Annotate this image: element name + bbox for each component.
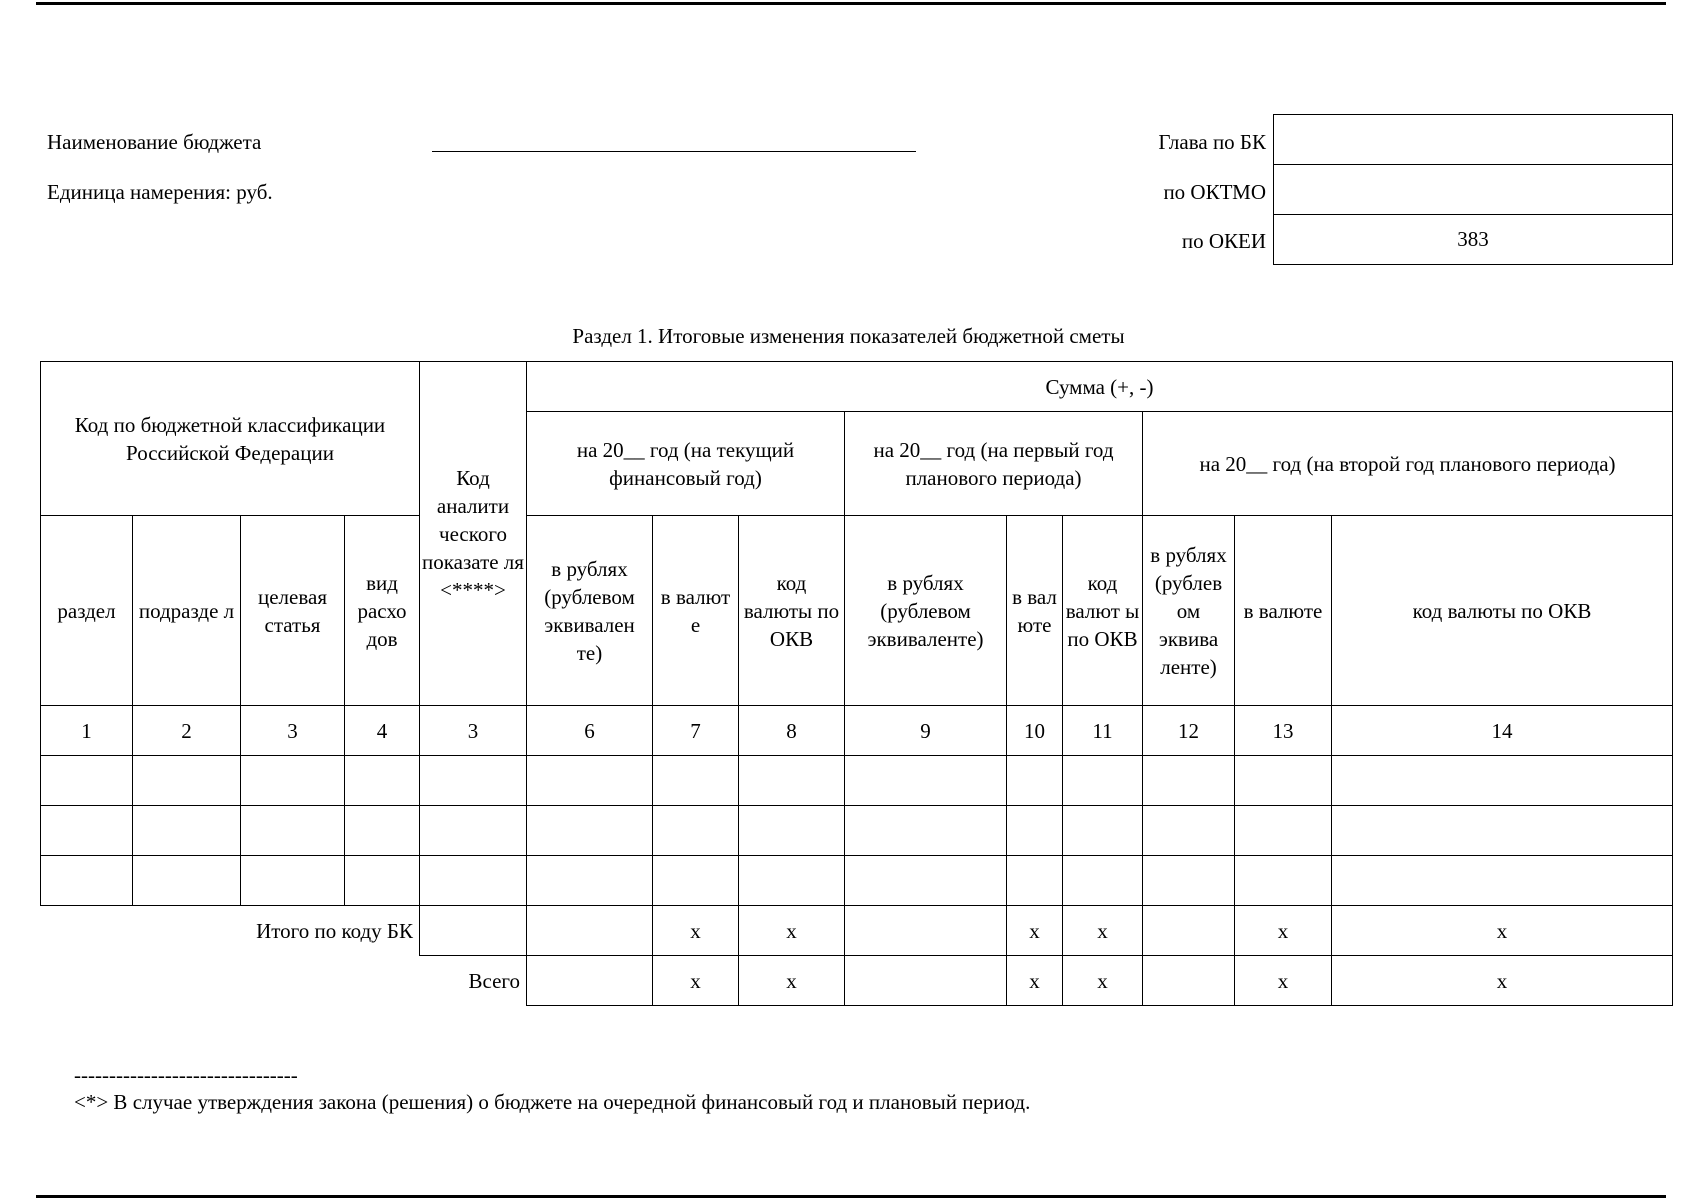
data-cell[interactable] xyxy=(41,756,133,806)
data-cell[interactable] xyxy=(527,856,653,906)
data-cell[interactable] xyxy=(527,756,653,806)
data-cell[interactable] xyxy=(739,756,845,806)
x-mark: x xyxy=(653,906,739,956)
section-title: Раздел 1. Итоговые изменения показателей бюджетной сметы xyxy=(572,324,1125,348)
col-razdel: раздел xyxy=(41,516,133,706)
data-cell[interactable] xyxy=(739,806,845,856)
data-cell[interactable] xyxy=(653,856,739,906)
year-second-header: на 20__ год (на второй год планового периода) xyxy=(1143,412,1673,516)
total-cell[interactable] xyxy=(845,956,1007,1006)
data-cell[interactable] xyxy=(41,806,133,856)
data-cell[interactable] xyxy=(845,806,1007,856)
data-cell[interactable] xyxy=(420,856,527,906)
footnote-separator: -------------------------------- xyxy=(74,1063,298,1087)
x-mark: x xyxy=(1007,906,1063,956)
x-mark: x xyxy=(739,906,845,956)
total-bk-label: Итого по коду БК xyxy=(41,906,420,956)
col-podrazdel: подразде л xyxy=(133,516,241,706)
data-cell[interactable] xyxy=(1332,756,1673,806)
data-cell[interactable] xyxy=(1007,806,1063,856)
col-number: 1 xyxy=(41,706,133,756)
bottom-rule xyxy=(36,1195,1666,1198)
data-cell[interactable] xyxy=(1332,806,1673,856)
col-current-kod: код валюты по ОКВ xyxy=(739,516,845,706)
data-cell[interactable] xyxy=(133,806,241,856)
data-cell[interactable] xyxy=(653,756,739,806)
x-mark: x xyxy=(1332,956,1673,1006)
col-number: 13 xyxy=(1235,706,1332,756)
data-cell[interactable] xyxy=(1063,806,1143,856)
data-cell[interactable] xyxy=(1143,756,1235,806)
footnote-text: <*> В случае утверждения закона (решения) о бюджете на очередной финансовый год и плановый период. xyxy=(74,1090,1031,1114)
year-current-header: на 20__ год (на текущий финансовый год) xyxy=(527,412,845,516)
grand-total-row xyxy=(41,956,1673,1006)
col-number: 2 xyxy=(133,706,241,756)
x-mark: x xyxy=(653,956,739,1006)
x-mark: x xyxy=(1332,906,1673,956)
x-mark: x xyxy=(1235,906,1332,956)
x-mark: x xyxy=(1235,956,1332,1006)
data-cell[interactable] xyxy=(1063,756,1143,806)
col-vid: вид расхо дов xyxy=(345,516,420,706)
col-second-kod: код валюты по ОКВ xyxy=(1332,516,1673,706)
col-number: 11 xyxy=(1063,706,1143,756)
top-rule xyxy=(36,2,1666,5)
col-number: 12 xyxy=(1143,706,1235,756)
total-cell[interactable] xyxy=(1143,906,1235,956)
total-cell[interactable] xyxy=(420,906,527,956)
data-cell[interactable] xyxy=(1235,756,1332,806)
data-cell[interactable] xyxy=(41,856,133,906)
table-row xyxy=(41,856,1673,906)
data-cell[interactable] xyxy=(345,856,420,906)
data-cell[interactable] xyxy=(241,756,345,806)
bk-code-header: Код по бюджетной классификации Российской Федерации xyxy=(41,362,420,516)
col-second-rub: в рублях (рублев ом эквива ленте) xyxy=(1143,516,1235,706)
total-cell[interactable] xyxy=(845,906,1007,956)
total-cell[interactable] xyxy=(1143,956,1235,1006)
col-current-rub: в рублях (рублевом эквивален те) xyxy=(527,516,653,706)
data-cell[interactable] xyxy=(345,806,420,856)
code-value-oktmo[interactable] xyxy=(1274,165,1673,215)
code-value-glava[interactable] xyxy=(1274,115,1673,165)
col-number: 14 xyxy=(1332,706,1673,756)
total-cell[interactable] xyxy=(527,956,653,1006)
data-cell[interactable] xyxy=(527,806,653,856)
col-first-kod: код валют ы по ОКВ xyxy=(1063,516,1143,706)
col-number: 3 xyxy=(420,706,527,756)
data-cell[interactable] xyxy=(1332,856,1673,906)
data-cell[interactable] xyxy=(133,756,241,806)
col-number: 6 xyxy=(527,706,653,756)
col-first-rub: в рублях (рублевом эквиваленте) xyxy=(845,516,1007,706)
year-first-header: на 20__ год (на первый год планового периода) xyxy=(845,412,1143,516)
col-second-val: в валюте xyxy=(1235,516,1332,706)
x-mark: x xyxy=(739,956,845,1006)
data-cell[interactable] xyxy=(1007,756,1063,806)
grand-total-label: Всего xyxy=(41,956,527,1006)
total-bk-row xyxy=(41,906,1673,956)
column-numbers-row xyxy=(41,706,1673,756)
x-mark: x xyxy=(1063,906,1143,956)
data-cell[interactable] xyxy=(241,806,345,856)
data-cell[interactable] xyxy=(653,806,739,856)
sum-header: Сумма (+, -) xyxy=(527,362,1673,412)
total-cell[interactable] xyxy=(527,906,653,956)
x-mark: x xyxy=(1007,956,1063,1006)
data-cell[interactable] xyxy=(1143,806,1235,856)
data-cell[interactable] xyxy=(133,856,241,906)
x-mark: x xyxy=(1063,956,1143,1006)
data-cell[interactable] xyxy=(845,756,1007,806)
data-cell[interactable] xyxy=(739,856,845,906)
col-number: 8 xyxy=(739,706,845,756)
code-label-okei: по ОКЕИ xyxy=(1181,229,1266,253)
col-number: 10 xyxy=(1007,706,1063,756)
data-cell[interactable] xyxy=(420,806,527,856)
data-cell[interactable] xyxy=(345,756,420,806)
data-cell[interactable] xyxy=(1235,806,1332,856)
data-cell[interactable] xyxy=(1063,856,1143,906)
table-row xyxy=(41,756,1673,806)
col-number: 9 xyxy=(845,706,1007,756)
code-label-oktmo: по ОКТМО xyxy=(1163,180,1266,204)
budget-name-underline xyxy=(432,151,916,152)
col-celevaya: целевая статья xyxy=(241,516,345,706)
codes-box xyxy=(1273,114,1673,265)
data-cell[interactable] xyxy=(241,856,345,906)
data-cell[interactable] xyxy=(420,756,527,806)
code-label-glava: Глава по БК xyxy=(1158,130,1266,154)
col-number: 7 xyxy=(653,706,739,756)
col-first-val: в вал юте xyxy=(1007,516,1063,706)
unit-label: Единица намерения: руб. xyxy=(47,180,273,204)
budget-changes-table xyxy=(40,361,1673,1006)
data-cell[interactable] xyxy=(845,856,1007,906)
data-cell[interactable] xyxy=(1143,856,1235,906)
code-value-okei[interactable]: 383 xyxy=(1274,215,1673,265)
analytic-code-header: Код аналити ческого показате ля <****> xyxy=(420,362,527,706)
col-number: 4 xyxy=(345,706,420,756)
data-cell[interactable] xyxy=(1007,856,1063,906)
col-current-val: в валют е xyxy=(653,516,739,706)
col-number: 3 xyxy=(241,706,345,756)
data-cell[interactable] xyxy=(1235,856,1332,906)
table-row xyxy=(41,806,1673,856)
budget-name-label: Наименование бюджета xyxy=(47,130,262,154)
